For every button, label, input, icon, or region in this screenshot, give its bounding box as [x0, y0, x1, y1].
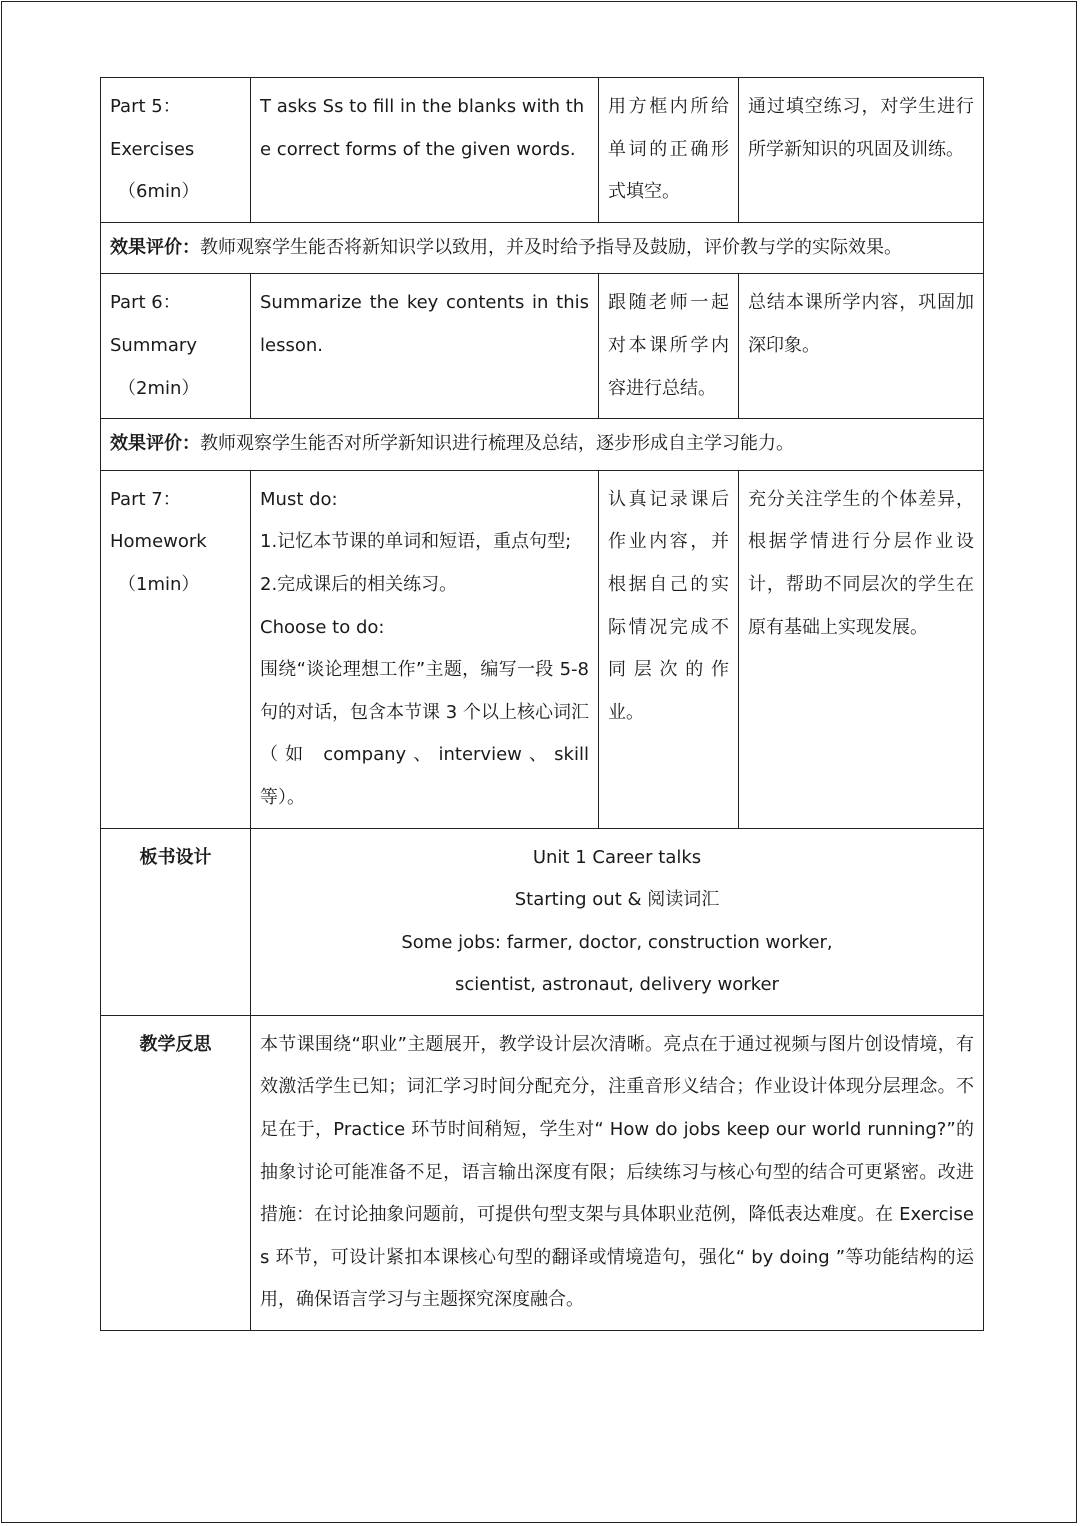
part7-must-label: Must do: [260, 488, 338, 510]
part5-title: Part 5： [110, 96, 181, 117]
part7-title: Part 7： [110, 488, 181, 510]
part7-name: Homework [110, 531, 207, 553]
part5-student-activity [599, 78, 739, 223]
part6-purpose-text: 总结本课所学内容，巩固加深印象。 [748, 292, 974, 356]
part6-student-activity [599, 274, 739, 419]
part7-choose-text: 围绕“谈论理想工作”主题，编写一段 5-8 句的对话，包含本节课 3 个以上核心词汇（如 company、interview、skill 等）。 [260, 659, 589, 808]
part6-title-cell [101, 274, 251, 419]
part7-time: （1min） [118, 573, 200, 595]
part7-must-2: 2.完成课后的相关练习。 [260, 573, 458, 595]
board-line-1: Unit 1 Career talks [532, 846, 702, 868]
table-row-part6 [101, 274, 984, 419]
part7-student-text: 认真记录课后作业内容，并根据自己的实际情况完成不同层次的作业。 [608, 488, 729, 723]
part7-choose-label: Choose to do: [260, 616, 385, 638]
eval1-cell [101, 222, 984, 274]
lesson-plan-table [100, 77, 984, 1331]
part5-title-cell [101, 78, 251, 223]
board-label: 板书设计 [139, 846, 212, 868]
part6-time: （2min） [118, 377, 200, 399]
table-row-part7 [101, 470, 984, 828]
part6-student-text: 跟随老师一起对本课所学内容进行总结。 [608, 292, 729, 399]
part5-teacher-text: T asks Ss to fill in the blanks with the correct forms of the given words. [260, 96, 585, 160]
reflection-content [251, 1015, 984, 1330]
part7-must-1: 1.记忆本节课的单词和短语，重点句型; [260, 531, 572, 553]
part7-purpose-text: 充分关注学生的个体差异，根据学情进行分层作业设计，帮助不同层次的学生在原有基础上实现发展。 [748, 488, 974, 638]
eval2-label: 效果评价： [110, 433, 200, 455]
table-row-board [101, 828, 984, 1015]
table-row-eval2 [101, 419, 984, 471]
eval1-text: 教师观察学生能否将新知识学以致用，并及时给予指导及鼓励，评价教与学的实际效果。 [200, 236, 902, 258]
reflection-text: 本节课围绕“职业”主题展开，教学设计层次清晰。亮点在于通过视频与图片创设情境，有效激活学生已知；词汇学习时间分配充分，注重音形义结合；作业设计体现分层理念。不足在于，Practice 环节时间稍短，学生对“ How do jobs keep our world running?”的抽象讨论可能准备不足，语言输出深度有限；后续练习与核心句型的结合可更紧密。改进措施：在讨论抽象问题前，可提供句型支架与具体职业范例，降低表达难度。在 Exercises 环节，可设计紧扣本课核心句型的翻译或情境造句，强化“ by doing ”等功能结构的运用，确保语言学习与主题探究深度融合。 [260, 1033, 974, 1311]
eval1-label: 效果评价： [110, 236, 200, 258]
part5-time: （6min） [118, 181, 200, 203]
part6-title: Part 6： [110, 292, 181, 314]
board-line-4: scientist, astronaut, delivery worker [455, 974, 779, 996]
part6-name: Summary [110, 334, 197, 356]
board-content [251, 828, 984, 1015]
part7-teacher-activity [251, 470, 599, 828]
part7-title-cell [101, 470, 251, 828]
part5-purpose-text: 通过填空练习，对学生进行所学新知识的巩固及训练。 [748, 96, 974, 160]
table-row-part5 [101, 78, 984, 223]
reflection-label-cell [101, 1015, 251, 1330]
part7-purpose [739, 470, 984, 828]
part6-teacher-activity [251, 274, 599, 419]
part6-purpose [739, 274, 984, 419]
part5-student-text: 用方框内所给单词的正确形式填空。 [608, 96, 729, 203]
eval2-cell [101, 419, 984, 471]
part5-name: Exercises [110, 138, 195, 160]
reflection-label: 教学反思 [139, 1033, 212, 1055]
eval2-text: 教师观察学生能否对所学新知识进行梳理及总结，逐步形成自主学习能力。 [200, 433, 794, 455]
part5-teacher-activity [251, 78, 599, 223]
table-row-eval1 [101, 222, 984, 274]
part6-teacher-text: Summarize the key contents in this lesson. [260, 292, 589, 356]
table-row-reflection [101, 1015, 984, 1330]
board-line-2: Starting out & 阅读词汇 [514, 889, 720, 911]
part7-student-activity [599, 470, 739, 828]
board-label-cell [101, 828, 251, 1015]
part5-purpose [739, 78, 984, 223]
board-line-3: Some jobs: farmer, doctor, construction worker, [401, 931, 833, 953]
